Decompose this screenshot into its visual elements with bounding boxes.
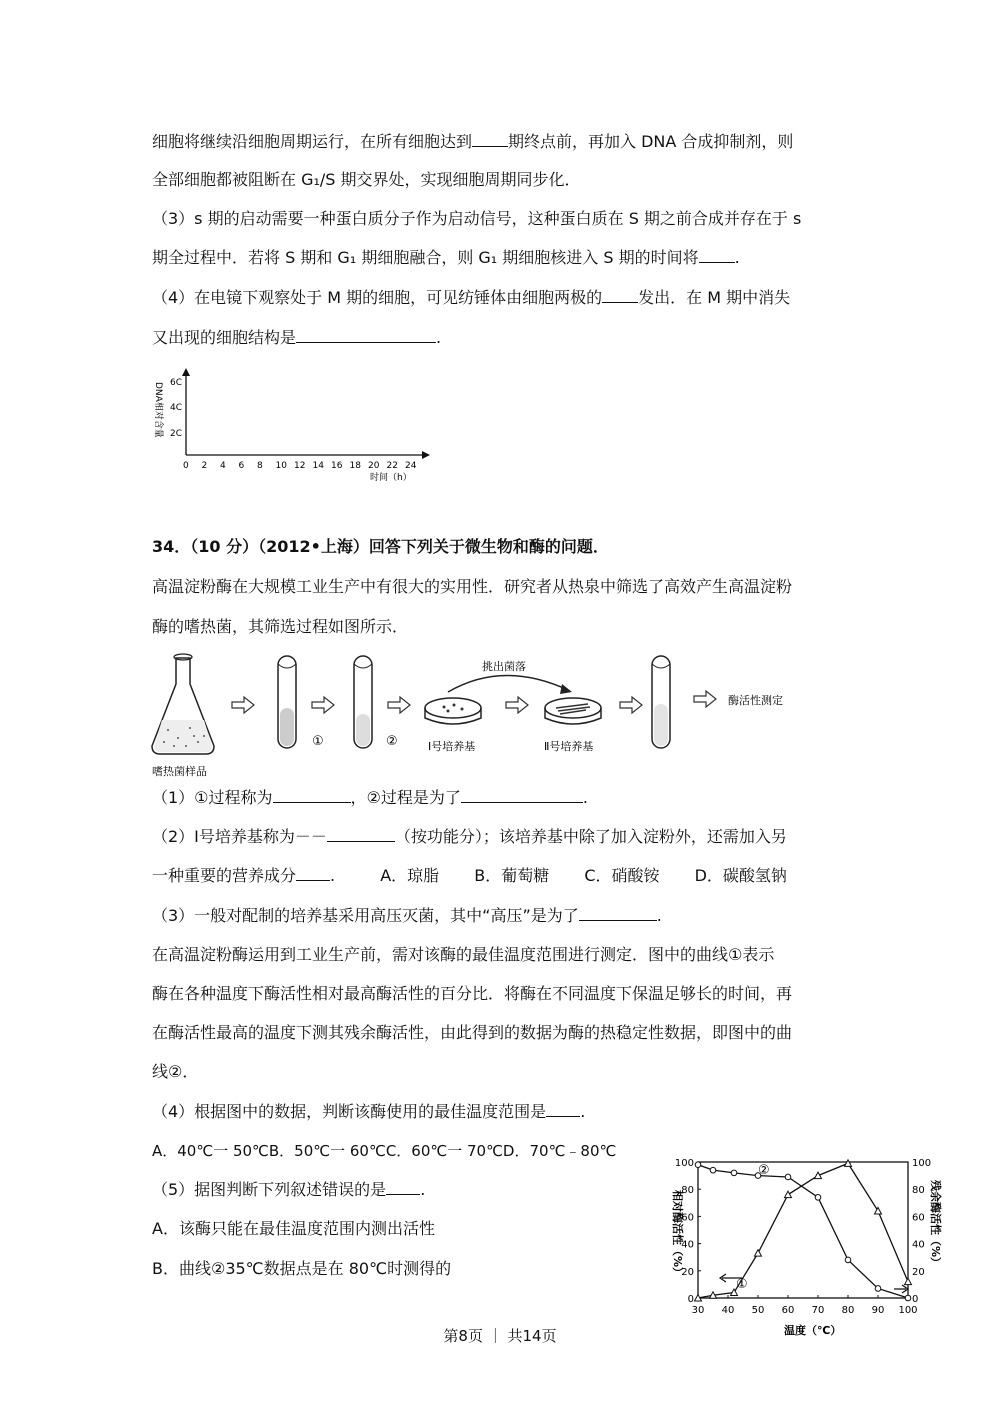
part-4: （4）根据图中的数据，判断该酶使用的最佳温度范围是 . <box>152 1102 586 1121</box>
arrow-icon <box>620 697 642 713</box>
y-axis-label: DNA相对含量 <box>153 382 163 438</box>
series-2-point <box>710 1167 716 1173</box>
text-line: 酶在各种温度下酶活性相对最高酶活性的百分比．将酶在不同温度下保温足够长的时间，再 <box>152 984 793 1003</box>
answer-blank[interactable] <box>579 906 657 921</box>
y-tick-label-left: 40 <box>681 1239 694 1251</box>
text-segment: 期终点前，再加入 DNA 合成抑制剂，则 <box>508 132 794 151</box>
series-2-label: ② <box>758 1163 770 1178</box>
pick-arrowhead <box>560 684 572 694</box>
x-axis-label: 温度（℃） <box>784 1324 842 1337</box>
y-tick-label-right: 0 <box>912 1294 919 1305</box>
test-tube-icon <box>354 656 372 748</box>
answer-blank[interactable] <box>472 132 508 147</box>
right-y-axis-label: 残余酶活性（%） <box>929 1180 942 1269</box>
text-segment: 又出现的细胞结构是 <box>152 328 297 347</box>
x-tick-label: 24 <box>405 461 417 471</box>
y-tick-label-left: 20 <box>681 1266 694 1278</box>
text-segment: 期全过程中．若将 S 期和 G₁ 期细胞融合，则 G₁ 期细胞核进入 S 期的时间将 <box>152 248 699 267</box>
petri-dish-1-icon <box>425 698 481 724</box>
y-axis-arrow <box>182 368 190 376</box>
answer-blank[interactable] <box>296 866 330 881</box>
x-tick-label: 60 <box>781 1305 795 1316</box>
x-tick-label: 30 <box>691 1305 705 1316</box>
text-line: 在高温淀粉酶运用到工业生产前，需对该酶的最佳温度范围进行测定．图中的曲线①表示 <box>152 945 775 964</box>
text-segment: （4）根据图中的数据，判断该酶使用的最佳温度范围是 <box>152 1102 547 1121</box>
option-b[interactable]: B．葡萄糖 <box>474 866 550 885</box>
text-line: 在酶活性最高的温度下测其残余酶活性，由此得到的数据为酶的热稳定性数据，即图中的曲 <box>152 1023 793 1042</box>
test-tube-icon <box>278 656 296 748</box>
series-1-label: ① <box>736 1277 748 1292</box>
text-segment: （5）据图判断下列叙述错误的是 <box>152 1180 387 1199</box>
x-tick-label: 40 <box>721 1305 735 1316</box>
petri-dish-2-icon <box>545 698 601 724</box>
text-segment: （1）①过程称为 <box>152 788 273 807</box>
series-2-point <box>875 1286 881 1292</box>
y-tick-6c: 6C <box>170 378 183 388</box>
x-tick-label: 6 <box>238 461 245 471</box>
answer-blank[interactable] <box>699 248 735 263</box>
series-1-point <box>905 1278 912 1285</box>
text-segment: （4）在电镜下观察处于 M 期的细胞，可见纺锤体由细胞两极的 <box>152 288 603 307</box>
answer-blank[interactable] <box>327 827 395 842</box>
y-tick-label-left: 100 <box>674 1158 694 1169</box>
medium-2-label: Ⅱ号培养基 <box>544 740 594 753</box>
x-tick-label: 70 <box>811 1305 825 1316</box>
dna-content-chart <box>148 368 438 488</box>
y-tick-2c: 2C <box>170 429 183 439</box>
text-line: 全部细胞都被阻断在 G₁/S 期交界处，实现细胞周期同步化． <box>152 170 581 189</box>
left-y-axis-label: 相对酶活性（%） <box>671 1190 684 1279</box>
x-tick-label: 16 <box>331 461 343 471</box>
text-segment: 一种重要的营养成分 <box>152 866 297 885</box>
y-tick-label-right: 60 <box>912 1212 925 1224</box>
x-tick-label: 22 <box>386 461 398 471</box>
y-tick-label-left: 0 <box>687 1294 694 1305</box>
text-segment: ，②过程是为了 <box>350 788 461 807</box>
part-2 <box>152 827 787 847</box>
enzyme-assay-label: 酶活性测定 <box>728 694 783 707</box>
x-tick-label: 90 <box>871 1305 885 1316</box>
text-line: 又出现的细胞结构是 . <box>152 328 442 347</box>
series-2-point <box>905 1295 911 1301</box>
option-a[interactable]: A．琼脂 <box>380 866 440 885</box>
y-tick-label-left: 80 <box>681 1185 694 1197</box>
option-a[interactable]: A．该酶只能在最佳温度范围内测出活性 <box>152 1219 435 1238</box>
x-tick-label: 10 <box>275 461 287 471</box>
x-tick-label: 2 <box>201 461 208 471</box>
arrow-icon <box>312 697 334 713</box>
answer-blank[interactable] <box>602 288 638 303</box>
page-footer: 第8页 ｜ 共14页 <box>443 1327 557 1345</box>
x-tick-label: 50 <box>751 1305 765 1316</box>
x-tick-label: 4 <box>220 461 226 471</box>
part-1: （1）①过程称为 ，②过程是为了 . <box>152 788 588 807</box>
y-tick-label-left: 60 <box>681 1212 694 1224</box>
answer-blank[interactable] <box>461 788 583 803</box>
right-axis-arrow <box>894 1285 908 1293</box>
option-d[interactable]: D．碳酸氢钠 <box>694 866 787 885</box>
pick-arrow <box>448 675 568 692</box>
y-tick-label-right: 80 <box>912 1185 925 1197</box>
arrow-icon <box>232 697 254 713</box>
x-tick-label: 18 <box>349 461 361 471</box>
answer-blank[interactable] <box>296 328 436 343</box>
x-tick-label: 14 <box>312 461 324 471</box>
text-line: 线②． <box>152 1062 199 1081</box>
text-segment: （3）一般对配制的培养基采用高压灭菌，其中“高压”是为了 <box>152 906 579 925</box>
x-ticks <box>183 461 417 471</box>
x-tick-label: 0 <box>183 461 189 471</box>
test-tube-icon <box>652 656 670 748</box>
answer-blank[interactable] <box>273 788 351 803</box>
answer-blank[interactable] <box>546 1102 580 1117</box>
series-group <box>695 1160 912 1301</box>
y-ticks-right <box>912 1158 931 1305</box>
text-line: 期全过程中．若将 S 期和 G₁ 期细胞融合，则 G₁ 期细胞核进入 S 期的时间将 . <box>152 248 740 267</box>
x-axis-arrow <box>422 451 430 459</box>
option-c[interactable]: C．硝酸铵 <box>584 866 660 885</box>
pick-colony-label: 挑出菌落 <box>482 660 526 673</box>
series-1-point <box>815 1172 822 1179</box>
series-2-point <box>731 1170 737 1176</box>
part-3: （3）一般对配制的培养基采用高压灭菌，其中“高压”是为了 . <box>152 906 662 925</box>
question-34-header: 34．（10 分）（2012•上海）回答下列关于微生物和酶的问题． <box>152 537 609 556</box>
series-2-point <box>815 1195 821 1201</box>
answer-blank[interactable] <box>386 1180 420 1195</box>
x-tick-label: 100 <box>898 1305 918 1316</box>
medium-1-label: Ⅰ号培养基 <box>428 740 476 753</box>
arrow-icon <box>506 697 528 713</box>
text-line: 高温淀粉酶在大规模工业生产中有很大的实用性．研究者从热泉中筛选了高效产生高温淀粉 <box>152 577 793 596</box>
flask-icon <box>152 654 214 754</box>
screening-flow-diagram <box>148 650 828 780</box>
part-5: （5）据图判断下列叙述错误的是 . <box>152 1180 426 1199</box>
arrow-icon <box>388 697 410 713</box>
step-1-label: ① <box>312 734 324 749</box>
step-2-label: ② <box>386 734 398 749</box>
arrow-icon <box>694 691 716 707</box>
x-axis-label: 时间（h） <box>370 473 412 483</box>
y-tick-label-right: 40 <box>912 1239 925 1251</box>
x-tick-label: 8 <box>257 461 263 471</box>
text-segment: 发出．在 M 期中消失 <box>638 288 791 307</box>
question-3: （3）s 期的启动需要一种蛋白质分子作为启动信号，这种蛋白质在 S 期之前合成并存在于 s <box>152 209 802 228</box>
text-segment: （2）Ⅰ号培养基称为－－ <box>152 827 327 846</box>
series-1-point <box>875 1207 882 1214</box>
enzyme-activity-chart <box>650 1150 950 1340</box>
sample-label: 嗜热菌样品 <box>152 765 207 778</box>
series-2-point <box>845 1257 851 1263</box>
x-tick-label: 20 <box>368 461 380 471</box>
x-tick-label: 80 <box>841 1305 855 1316</box>
part-4-options[interactable]: A．40℃一 50℃B．50℃一 60℃C．60℃一 70℃D．70℃﹣80℃ <box>152 1142 617 1160</box>
text-segment: （按功能分）；该培养基中除了加入淀粉外，还需加入另 <box>394 827 787 846</box>
series-1-point <box>755 1250 762 1257</box>
text-segment: 细胞将继续沿细胞周期运行，在所有细胞达到 <box>152 132 473 151</box>
y-tick-label-right: 100 <box>912 1158 932 1169</box>
series-1-point <box>785 1191 792 1198</box>
y-tick-label-right: 20 <box>912 1266 925 1278</box>
x-tick-label: 12 <box>294 461 306 471</box>
y-tick-4c: 4C <box>170 403 183 413</box>
text-line: 酶的嗜热菌，其筛选过程如图所示． <box>152 617 409 636</box>
series-1-point <box>845 1160 852 1167</box>
question-4 <box>152 288 790 308</box>
series-2-point <box>785 1174 791 1180</box>
series-2-point <box>695 1162 701 1168</box>
text-line: 一种重要的营养成分 . A．琼脂 B．葡萄糖 C．硝酸铵 D．碳酸氢钠 <box>152 866 787 885</box>
text-line <box>152 132 793 152</box>
option-b[interactable]: B．曲线②35℃数据点是在 80℃时测得的 <box>152 1259 452 1278</box>
